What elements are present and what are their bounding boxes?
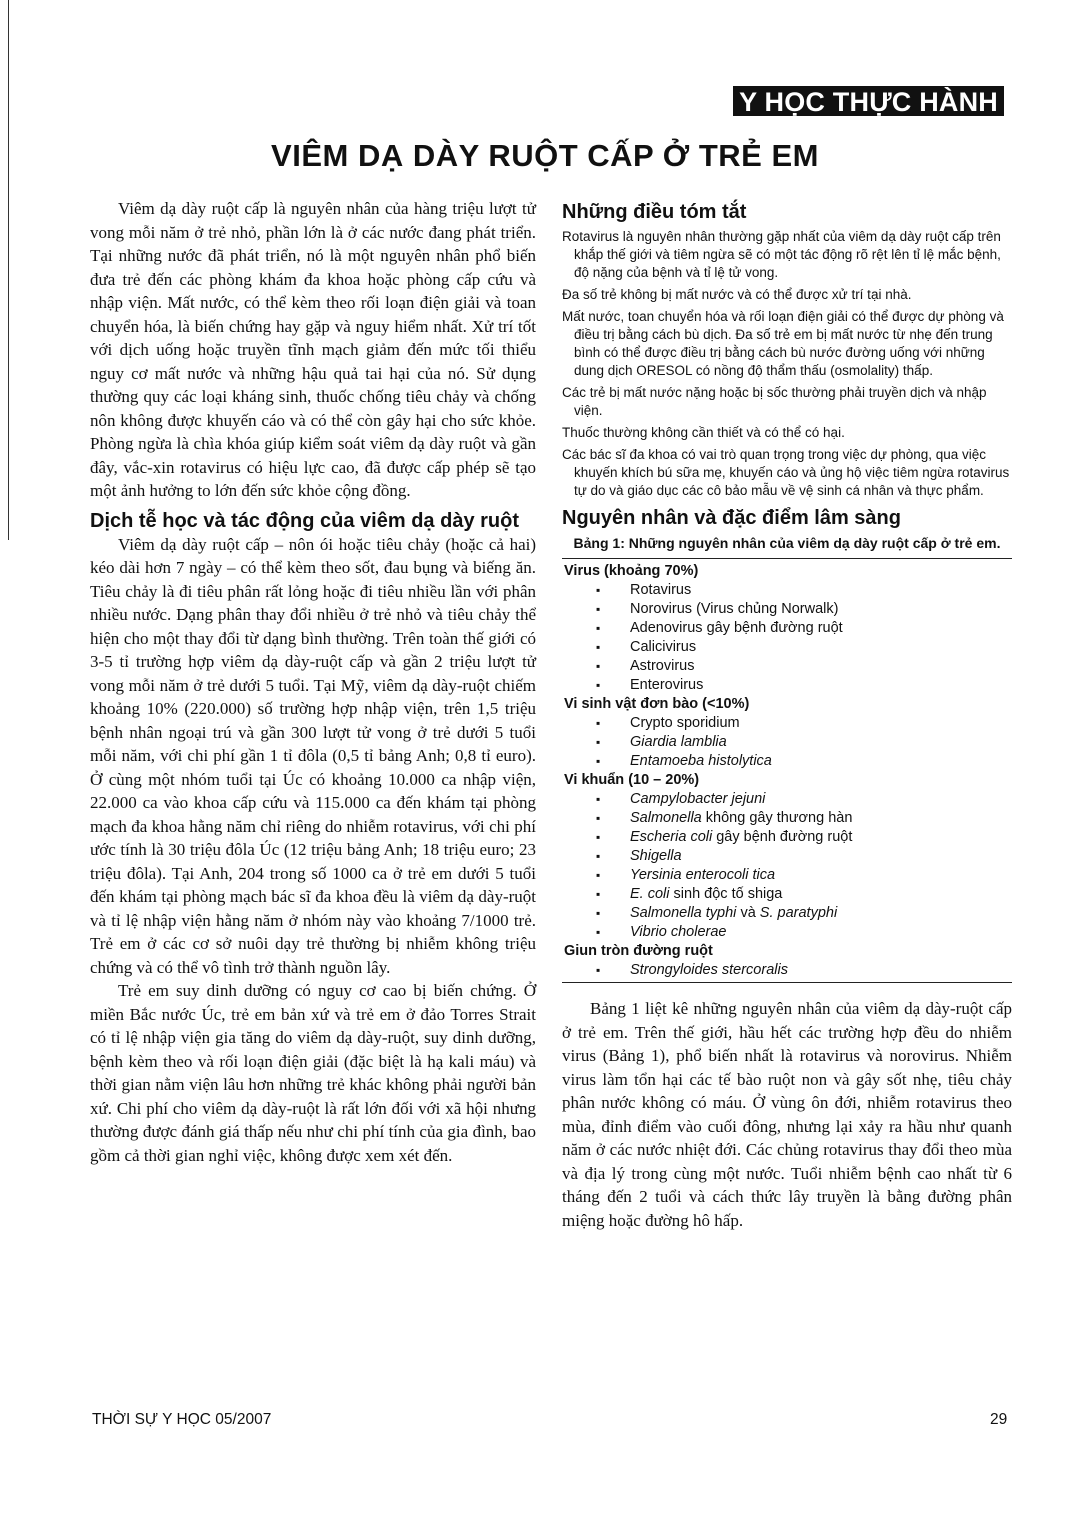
table-bottom-rule <box>562 982 1012 983</box>
table-item: ▪ Salmonella typhi và S. paratyphi <box>564 904 1012 923</box>
table-item: ▪ Enterovirus <box>564 676 1012 695</box>
table-item: ▪ Crypto sporidium <box>564 714 1012 733</box>
epidemiology-paragraph-1: Viêm dạ dày ruột cấp – nôn ói hoặc tiêu chảy (hoặc cả hai) kéo dài hơn 7 ngày – có thể kèm theo sốt, đau bụng và biếng ăn. Tiêu chảy là đi tiêu phân rất lỏng hoặc đi tiêu nhiều lần với phân nhiều nước. Dạng phân thay đổi nhiều ở trẻ nhỏ và tiêu chảy thể hiện cho một thay đổi từ dạng bình thường. Trên toàn thế giới có 3-5 tỉ trường hợp viêm dạ dày-ruột cấp và gần 2 triệu lượt tử vong mỗi năm ở trẻ dưới 5 tuổi. Tại Mỹ, viêm dạ dày-ruột chiếm khoảng 10% (220.000) số trường hợp nhập viện, trên 1,5 triệu bệnh nhân ngoại trú và gần 300 lượt tử vong ở trẻ dưới 5 tuổi mỗi năm, với chi phí gần 1 tỉ đôla (0,5 tỉ bảng Anh; 0,8 tỉ euro). Ở cùng một nhóm tuổi tại Úc có khoảng 10.000 ca nhập viện, 22.000 ca vào khoa cấp cứu và 115.000 ca đến khám tại phòng mạch đa khoa hằng năm chỉ riêng do nhiễm rotavirus, với chi phí ước tính là 30 triệu đôla Úc (12 triệu bảng Anh; 18 triệu euro; 23 triệu đôla). Tại Anh, 204 trong số 1000 ca ở trẻ em dưới 5 tuổi đến khám tại phòng mạch bác sĩ đa khoa đều là viêm dạ dày-ruột và tỉ lệ nhập viện hằng năm ở nhóm này vào khoảng 7/1000 trẻ. Trẻ em ở các cơ sở nuôi dạy trẻ thường bị nhiễm không triệu chứng và có thể vô tình trở thành nguồn lây. <box>90 534 536 977</box>
article-title: VIÊM DẠ DÀY RUỘT CẤP Ở TRẺ EM <box>271 138 819 173</box>
section-banner: Y HỌC THỰC HÀNH <box>733 86 1004 116</box>
summary-box <box>562 228 1012 500</box>
table-item: ▪ Salmonella không gây thương hàn <box>564 809 1012 828</box>
summary-point: Mất nước, toan chuyển hóa và rối loạn điện giải có thể được dự phòng và điều trị bằng cách bù dịch. Đa số trẻ em bị mất nước từ nhẹ đến trung bình có thể được điều trị bằng cách bù nước đường uống với những dung dịch ORESOL có nồng độ thẩm thấu (osmolality) thấp. <box>562 309 1004 378</box>
table-item: ▪ Rotavirus <box>564 581 1012 600</box>
scan-margin-line <box>8 0 9 540</box>
summary-point: Các trẻ bị mất nước nặng hoặc bị sốc thường phải truyền dịch và nhập viện. <box>562 385 987 418</box>
table-item: ▪ Adenovirus gây bệnh đường ruột <box>564 619 1012 638</box>
intro-paragraph: Viêm dạ dày ruột cấp là nguyên nhân của hàng triệu lượt tử vong mỗi năm ở trẻ nhỏ, phần lớn là ở các nước đang phát triển. Tại những nước đã phát triển, nó là một nguyên nhân phổ biến đưa trẻ đến các phòng khám đa khoa hoặc phòng cấp cứu và nhập viện. Mất nước, có thể kèm theo rối loạn điện giải và toan chuyển hóa, là biến chứng hay gặp và nguy hiểm nhất. Xử trí tốt với dịch uống hoặc truyền tĩnh mạch giảm đến mức tối thiểu nguy cơ mất nước và những hậu quả tai hại của nó. Sử dụng thường quy các loại kháng sinh, thuốc chống tiêu chảy và chống nôn không được khuyến cáo và có thể còn gây hại cho sức khỏe. Phòng ngừa là chìa khóa giúp kiểm soát viêm dạ dày ruột và gần đây, vắc-xin rotavirus có hiệu lực cao, đã được cấp phép sẽ tạo một ảnh hưởng to lớn đến sức khỏe cộng đồng. <box>90 199 536 500</box>
table-item: ▪ Norovirus (Virus chủng Norwalk) <box>564 600 1012 619</box>
table-item: ▪ Shigella <box>564 847 1012 866</box>
table-item: ▪ Yersinia enterocoli tica <box>564 866 1012 885</box>
table-item: ▪ Astrovirus <box>564 657 1012 676</box>
summary-point: Rotavirus là nguyên nhân thường gặp nhất của viêm dạ dày ruột cấp trên khắp thế giới và tiêm ngừa sẽ có một tác động rõ rệt lên tỉ lệ mắc bệnh, độ nặng của bệnh và tỉ lệ tử vong. <box>562 229 1001 280</box>
table-item: ▪ Escheria coli gây bệnh đường ruột <box>564 828 1012 847</box>
journal-footer: THỜI SỰ Y HỌC 05/2007 <box>92 1411 272 1428</box>
summary-point: Thuốc thường không cần thiết và có thể có hại. <box>562 425 845 440</box>
causes-heading: Nguyên nhân và đặc điểm lâm sàng <box>562 507 901 529</box>
page-number: 29 <box>990 1411 1008 1428</box>
table-item: ▪ E. coli sinh độc tố shiga <box>564 885 1012 904</box>
group-label-nematodes: Giun tròn đường ruột <box>564 943 713 959</box>
table-caption: Bảng 1: Những nguyên nhân của viêm dạ dày ruột cấp ở trẻ em. <box>573 535 1001 551</box>
causes-table <box>562 559 1012 982</box>
table-item: ▪ Campylobacter jejuni <box>564 790 1012 809</box>
epidemiology-paragraph-2: Trẻ em suy dinh dưỡng có nguy cơ cao bị biến chứng. Ở miền Bắc nước Úc, trẻ em bản xứ và trẻ em ở đảo Torres Strait có tỉ lệ nhập viện gia tăng do viêm dạ dày-ruột, suy dinh dưỡng, bệnh kèm theo và rối loạn điện giải (đặc biệt là hạ kali máu) và thời gian nằm viện lâu hơn những trẻ khác không phải người bản xứ. Chi phí cho viêm dạ dày-ruột là rất lớn đối với xã hội nhưng thường được đánh giá thấp nếu như chi phí tính của gia đình, bao gồm cả thời gian nghỉ việc, không được xem xét đến. <box>90 981 536 1165</box>
table-item: ▪ Vibrio cholerae <box>564 923 1012 942</box>
group-label-protozoa: Vi sinh vật đơn bào (<10%) <box>564 696 750 712</box>
causes-body <box>562 997 1012 1232</box>
right-column <box>562 200 1012 1232</box>
group-label-bacteria: Vi khuẩn (10 – 20%) <box>564 772 700 788</box>
group-label-virus: Virus (khoảng 70%) <box>564 563 699 579</box>
epidemiology-heading: Dịch tễ học và tác động của viêm dạ dày ruột <box>90 509 519 532</box>
table-item: ▪ Strongyloides stercoralis <box>564 961 1012 980</box>
summary-point: Các bác sĩ đa khoa có vai trò quan trọng trong việc dự phòng, qua việc khuyến khích bú sữa mẹ, khuyến cáo và ủng hộ việc tiêm ngừa rotavirus tự do và giáo dục các cô bảo mẫu về vệ sinh cá nhân và thực phẩm. <box>562 447 1010 498</box>
summary-heading: Những điều tóm tắt <box>562 201 747 223</box>
table-item: ▪ Calicivirus <box>564 638 1012 657</box>
table-item: ▪ Entamoeba histolytica <box>564 752 1012 771</box>
table-item: ▪ Giardia lamblia <box>564 733 1012 752</box>
summary-point: Đa số trẻ không bị mất nước và có thể được xử trí tại nhà. <box>562 287 912 302</box>
left-column <box>90 197 536 1167</box>
causes-paragraph: Bảng 1 liệt kê những nguyên nhân của viêm dạ dày-ruột cấp ở trẻ em. Trên thế giới, hầu hết các trường hợp đều do nhiễm virus (Bảng 1), phổ biến nhất là rotavirus và norovirus. Nhiễm virus làm tổn hại các tế bào ruột non và gây sốt nhẹ, tiêu chảy phân nước không có máu. Ở vùng ôn đới, nhiễm rotavirus theo mùa, đỉnh điểm vào cuối đông, nhưng lại xảy ra hầu như quanh năm ở các nước nhiệt đới. Các chủng rotavirus thay đổi theo mùa và địa lý trong cùng một nước. Tuổi nhiễm bệnh cao nhất từ 6 tháng đến 2 tuổi và cách thức lây truyền là bằng đường phân miệng hoặc đường hô hấp. <box>562 999 1012 1230</box>
